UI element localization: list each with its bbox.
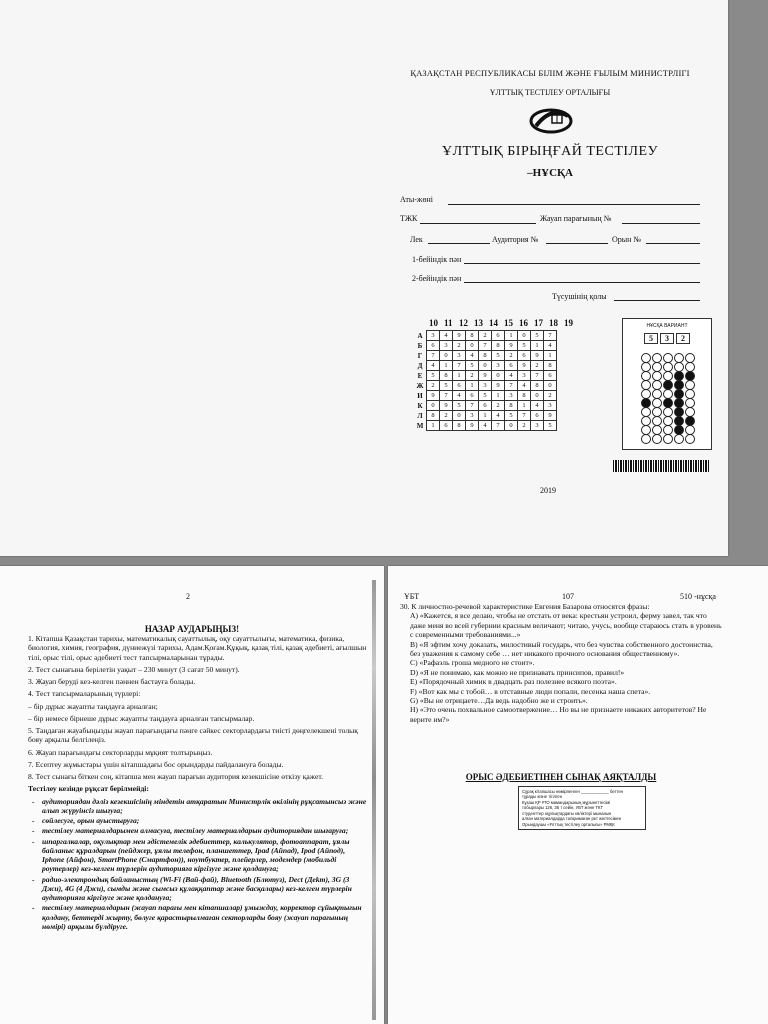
right-header-right: 510 -нұсқа	[680, 592, 716, 601]
testing-center-logo-icon	[528, 106, 574, 136]
answer-bubble[interactable]	[652, 434, 662, 444]
forbidden-title: Тестілеу кезінде рұқсат берілмейді:	[28, 784, 149, 794]
answer-options	[400, 611, 722, 724]
grid-column-header: 10	[429, 318, 438, 328]
grid-cell: 6	[453, 381, 466, 391]
grid-cell: 1	[453, 371, 466, 381]
forbidden-list	[28, 797, 368, 932]
grid-cell: 3	[427, 331, 440, 341]
grid-row-label: Д	[417, 361, 423, 370]
grid-cell: 5	[453, 401, 466, 411]
grid-cell: 5	[440, 381, 453, 391]
iin-line[interactable]	[420, 223, 536, 224]
grid-cell: 3	[544, 401, 557, 411]
instruction-item: – бір немесе бірнеше дұрыс жауапты таңдауға арналған тапсырмалар.	[28, 713, 255, 723]
answer-option[interactable]: A) «Кажется, я все делаю, чтобы не отстать от века: крестьян устроил, ферму завел, так что даже меня во всей губернии красным величают; читаю, учусь, вообще стараюсь стать в уровень с современными требованиями...»	[410, 611, 722, 640]
notice-title: НАЗАР АУДАРЫҢЫЗ!	[144, 624, 240, 634]
question-body	[400, 602, 722, 724]
grid-cell: 1	[427, 421, 440, 431]
grid-row-label: Л	[417, 411, 423, 420]
grid-column-header: 12	[459, 318, 468, 328]
profile2-label: 2-бейіндік пән	[412, 274, 462, 283]
booklet-stamp	[518, 786, 646, 830]
grid-cell: 6	[440, 421, 453, 431]
grid-cell: 8	[479, 351, 492, 361]
grid-cell: 5	[492, 351, 505, 361]
grid-row-label: К	[417, 401, 423, 410]
grid-cell: 2	[531, 361, 544, 371]
grid-cell: 6	[518, 351, 531, 361]
grid-row-label: М	[416, 421, 424, 430]
left-page-number: 2	[186, 592, 190, 601]
grid-cell: 7	[531, 371, 544, 381]
answer-bubble[interactable]	[641, 434, 651, 444]
answer-box-caption: НҰСҚА ВАРИАНТ	[646, 323, 688, 329]
grid-cell: 5	[505, 411, 518, 421]
grid-cell: 4	[505, 371, 518, 381]
code-grid	[414, 330, 557, 431]
grid-cell: 6	[479, 401, 492, 411]
grid-cell: 7	[466, 401, 479, 411]
grid-column-header: 16	[519, 318, 528, 328]
name-label: Аты-жөні	[400, 195, 433, 204]
grid-cell: 9	[492, 381, 505, 391]
grid-cell: 7	[440, 391, 453, 401]
answer-bubble[interactable]	[663, 434, 673, 444]
grid-cell: 2	[505, 351, 518, 361]
grid-row	[414, 351, 557, 361]
stamp-line: студенттер оқулықтардағы көліктері мынанын	[522, 810, 612, 816]
signature-label: Түсушінің қолы	[552, 292, 607, 301]
section-end-title: ОРЫС ӘДЕБИЕТІНЕН СЫНАҚ АЯҚТАЛДЫ	[465, 772, 657, 782]
stamp-line: тобырлары 126, 36 т сейін, УБТ және ТКТ	[522, 805, 604, 811]
forbidden-item: - шпаргалкалар, оқулықтар мен әдістемелік әдебиеттер, калькулятор, фотоаппарат, ұялы байланыс құралдарын (пейджер, ұялы телефон, планшеттер, Ipad (Айпад), Ipod (Айпод), Iphone (Айфон), SmartPhone (Смартфон)), ноутбуктер, плейерлер, модемдер (мобильді роутерлер) кез-келген түрлерін аудиторияға кіргізуге және қолдануға;	[42, 837, 368, 874]
grid-column-header: 11	[444, 318, 453, 328]
grid-cell: 2	[453, 341, 466, 351]
grid-row-label: Б	[417, 341, 423, 350]
grid-cell: 8	[505, 401, 518, 411]
instruction-items	[28, 634, 368, 781]
grid-column-header: 14	[489, 318, 498, 328]
grid-cell: 8	[453, 421, 466, 431]
answer-sheet-no-label: Жауап парағының №	[540, 214, 612, 223]
year: 2019	[540, 486, 556, 495]
grid-cell: 1	[518, 401, 531, 411]
instruction-item: 3. Жауап беруді кез-келген пәннен бастауға болады.	[28, 677, 196, 686]
grid-cell: 3	[531, 421, 544, 431]
grid-cell: 1	[466, 381, 479, 391]
grid-cell: 4	[479, 421, 492, 431]
grid-row	[414, 341, 557, 351]
grid-cell: 5	[466, 361, 479, 371]
answer-option[interactable]: G) «Вы не отрицаете…Да ведь надобно же и строить».	[410, 696, 588, 706]
grid-cell: 6	[531, 411, 544, 421]
grid-cell: 3	[518, 371, 531, 381]
forbidden-item: - тестілеу материалдарымен алмасуға, тестілеу материалдарын аудиториядан шығаруға;	[42, 826, 368, 835]
grid-cell: 3	[505, 391, 518, 401]
question-text: 30. К личностно-речевой характеристике Евгения Базарова относятся фразы:	[400, 602, 650, 611]
grid-cell: 4	[453, 391, 466, 401]
grid-cell: 4	[544, 341, 557, 351]
grid-row-label: Е	[417, 371, 423, 380]
answer-bubble[interactable]	[685, 434, 695, 444]
grid-row	[414, 391, 557, 401]
grid-cell: 9	[440, 401, 453, 411]
grid-cell: 5	[518, 341, 531, 351]
grid-row-label: Ж	[416, 381, 424, 390]
right-header-left: ҰБТ	[404, 592, 420, 601]
answer-bubble[interactable]	[674, 434, 684, 444]
grid-cell: 0	[518, 331, 531, 341]
grid-cell: 2	[479, 331, 492, 341]
grid-cell: 0	[440, 351, 453, 361]
instruction-item: 1. Кітапша Қазақстан тарихы, математикалық сауаттылық, оқу сауаттылығы, математика, физика, биология, химия, география, дүниежүзі тарихы, Адам.Қоғам.Құқық, қазақ тілі, қазақ әдебиеті, ағылшын тілі, орыс тілі, орыс әдебиеті тест тапсырмаларынан тұрады.	[28, 634, 367, 662]
grid-cell: 0	[492, 371, 505, 381]
grid-cell: 9	[427, 391, 440, 401]
forbidden-item: - аудиториядан дәлiз кезекшiсiнiң мiндетiн атқаратын Министрлік өкiлiнiң рұқсатынсыз және алып жүруiнсiз шығуға;	[42, 797, 368, 816]
grid-cell: 1	[440, 361, 453, 371]
grid-cell: 0	[505, 421, 518, 431]
instruction-item: 4. Тест тапсырмаларының түрлері:	[28, 689, 141, 699]
seat-line[interactable]	[646, 243, 700, 244]
grid-cell: 2	[427, 381, 440, 391]
grid-cell: 8	[492, 341, 505, 351]
grid-cell: 8	[466, 331, 479, 341]
grid-cell: 4	[492, 411, 505, 421]
grid-cell: 5	[479, 391, 492, 401]
grid-column-header: 17	[534, 318, 543, 328]
grid-row	[414, 381, 557, 391]
name-line[interactable]	[448, 204, 700, 205]
seat-label: Орын №	[612, 235, 642, 244]
grid-cell: 7	[479, 341, 492, 351]
grid-row	[414, 331, 557, 341]
grid-row	[414, 421, 557, 431]
stream-label: Лек	[410, 235, 423, 244]
grid-cell: 9	[505, 341, 518, 351]
grid-cell: 6	[492, 331, 505, 341]
grid-cell: 4	[531, 401, 544, 411]
grid-cell: 9	[518, 361, 531, 371]
grid-cell: 5	[427, 371, 440, 381]
ministry-name: ҚАЗАҚСТАН РЕСПУБЛИКАСЫ БІЛІМ ЖӘНЕ ҒЫЛЫМ МИНИСТРЛІГІ	[410, 68, 690, 78]
grid-column-header: 18	[549, 318, 558, 328]
grid-cell: 2	[544, 391, 557, 401]
page-fold-shadow	[372, 580, 376, 1020]
grid-cell: 6	[427, 341, 440, 351]
grid-cell: 8	[544, 361, 557, 371]
grid-cell: 6	[544, 371, 557, 381]
grid-row	[414, 411, 557, 421]
forbidden-item: - сөйлесуге, орын ауыстыруға;	[42, 816, 368, 825]
answer-option[interactable]: B) «Я эфтим хочу доказать, милостивый государь, что без чувства собственного достоинства, без уважения к самому себе … нет никакого прочного основания общественному».	[410, 639, 713, 659]
stamp-line: Орындаушы «Ұлттық тестілеу орталығы» РМҚК	[522, 821, 615, 827]
grid-cell: 7	[518, 411, 531, 421]
answer-option[interactable]: C) «Рафаэль гроша медного не стоит».	[410, 658, 535, 668]
grid-cell: 1	[531, 341, 544, 351]
grid-row	[414, 371, 557, 381]
grid-cell: 3	[440, 341, 453, 351]
grid-cell: 9	[544, 411, 557, 421]
variant-label: –НҰСҚА	[527, 167, 573, 179]
answer-bubbles	[641, 353, 696, 443]
grid-cell: 9	[479, 371, 492, 381]
grid-row-label: Г	[417, 351, 423, 360]
grid-cell: 8	[518, 391, 531, 401]
forbidden-item: - радио-электрондық байланыстың (Wi-Fi (Вай-фай), Bluetooth (Блютуз), Dect (Деkт), 3G (3 Джи), 4G (4 Джи), сымды және сымсыз құлаққаптар және басқалары) кез-келген түрлерін аудиторияға кіргізуге және қолдануға;	[42, 875, 368, 903]
instructions-body	[28, 634, 368, 932]
grid-row-label: И	[417, 391, 423, 400]
grid-cell: 0	[466, 341, 479, 351]
grid-cell: 9	[531, 351, 544, 361]
grid-cell: 5	[544, 421, 557, 431]
grid-cell: 0	[544, 381, 557, 391]
grid-cell: 2	[466, 371, 479, 381]
grid-cell: 0	[427, 401, 440, 411]
answer-box-digits	[623, 333, 711, 344]
instruction-item: 6. Жауап парағындағы секторларды мұқият толтырыңыз.	[28, 747, 213, 757]
stamp-line: тұрады және тігілген	[522, 794, 563, 800]
grid-column-header: 19	[564, 318, 573, 328]
grid-cell: 2	[518, 421, 531, 431]
grid-cell: 2	[440, 411, 453, 421]
grid-cell: 4	[466, 351, 479, 361]
stream-line[interactable]	[428, 243, 490, 244]
stamp-line: Сұрақ кітапшасы нөмірленген ____________ беттен	[522, 789, 623, 794]
answer-sheet-no-line[interactable]	[622, 223, 700, 224]
grid-cell: 1	[505, 331, 518, 341]
grid-cell: 6	[466, 391, 479, 401]
barcode	[613, 460, 709, 472]
grid-cell: 4	[440, 331, 453, 341]
answer-option[interactable]: E) «Порядочный химик в двадцать раз полезнее всякого поэта».	[410, 677, 617, 687]
grid-cell: 6	[505, 361, 518, 371]
grid-cell: 9	[466, 421, 479, 431]
grid-cell: 1	[479, 411, 492, 421]
instruction-item: 7. Есептеу жұмыстары үшін кітапшадағы бос орындарды пайдалануға болады.	[28, 759, 284, 769]
grid-cell: 7	[505, 381, 518, 391]
answer-option[interactable]: D) «Я не понимаю, как можно не признавать принсипов, правил!»	[410, 667, 625, 677]
profile2-line[interactable]	[464, 282, 700, 283]
grid-cell: 8	[427, 411, 440, 421]
grid-row	[414, 401, 557, 411]
instruction-item: 5. Таңдаған жауабыңызды жауап парағындағы пәнге сәйкес секторлардағы тиісті дөңгелекшені толық бояу арқылы белгілеңіз.	[28, 726, 358, 745]
grid-row-label: А	[417, 331, 423, 340]
grid-cell: 7	[544, 331, 557, 341]
forbidden-item: - тестілеу материалдарын (жауап парағы мен кітапшалар) ұмыждау, корректор сұйықтығын қолдану, беттерді жырту, бөлуге қарастырылмаған секторларды бояу (жауап парағының нөмірі) арқылы бүлдіруге.	[42, 903, 368, 931]
instruction-item: 8. Тест сынағы біткен соң, кітапша мен жауап парағын аудитория кезекшісіне өткізу қажет.	[28, 772, 323, 781]
stamp-line: алған материалдарда талқанмаған рет жептесімен	[522, 816, 622, 822]
test-title: ҰЛТТЫҚ БІРЫҢҒАЙ ТЕСТІЛЕУ	[442, 144, 658, 159]
answer-option[interactable]: H) «Это очень похвальное самоотвержение… Но вы не признаете никаких авторитетов? Не верите им?»	[410, 705, 707, 724]
grid-cell: 9	[453, 331, 466, 341]
center-name: ҰЛТТЫҚ ТЕСТІЛЕУ ОРТАЛЫҒЫ	[489, 88, 611, 97]
grid-cell: 0	[531, 391, 544, 401]
grid-cell: 3	[479, 381, 492, 391]
grid-cell: 1	[492, 391, 505, 401]
grid-cell: 7	[427, 351, 440, 361]
instruction-item: 2. Тест сынағына берілетін уақыт – 230 минут (3 сағат 50 минут).	[28, 664, 240, 674]
signature-line[interactable]	[614, 300, 700, 301]
answer-digit: 2	[676, 333, 690, 344]
grid-cell: 5	[531, 331, 544, 341]
profile1-line[interactable]	[464, 263, 700, 264]
iin-label: ТЖК	[400, 214, 418, 223]
instruction-item: – бір дұрыс жауапты таңдауға арналған;	[28, 701, 158, 711]
answer-digit: 5	[644, 333, 658, 344]
grid-column-header: 13	[474, 318, 483, 328]
stamp-line: Кұзаш ҚР ҰТО мамандарының мұрынеттесімі	[522, 799, 611, 805]
grid-cell: 1	[544, 351, 557, 361]
auditorium-label: Аудитория №	[492, 235, 539, 244]
grid-cell: 0	[453, 411, 466, 421]
auditorium-line[interactable]	[546, 243, 608, 244]
grid-cell: 4	[427, 361, 440, 371]
grid-cell: 8	[440, 371, 453, 381]
answer-option[interactable]: F) «Вот как мы с тобой… в отставные люди попали, песенка наша спета».	[410, 686, 651, 696]
grid-cell: 8	[531, 381, 544, 391]
grid-cell: 7	[492, 421, 505, 431]
grid-cell: 4	[518, 381, 531, 391]
profile1-label: 1-бейіндік пән	[412, 255, 462, 264]
grid-cell: 3	[492, 361, 505, 371]
grid-row	[414, 361, 557, 371]
grid-cell: 2	[492, 401, 505, 411]
grid-column-header: 15	[504, 318, 513, 328]
grid-cell: 0	[479, 361, 492, 371]
right-page-number: 107	[562, 592, 574, 601]
grid-cell: 3	[453, 351, 466, 361]
answer-digit: 3	[660, 333, 674, 344]
grid-cell: 3	[466, 411, 479, 421]
grid-cell: 7	[453, 361, 466, 371]
variant-answer-box	[622, 318, 712, 450]
